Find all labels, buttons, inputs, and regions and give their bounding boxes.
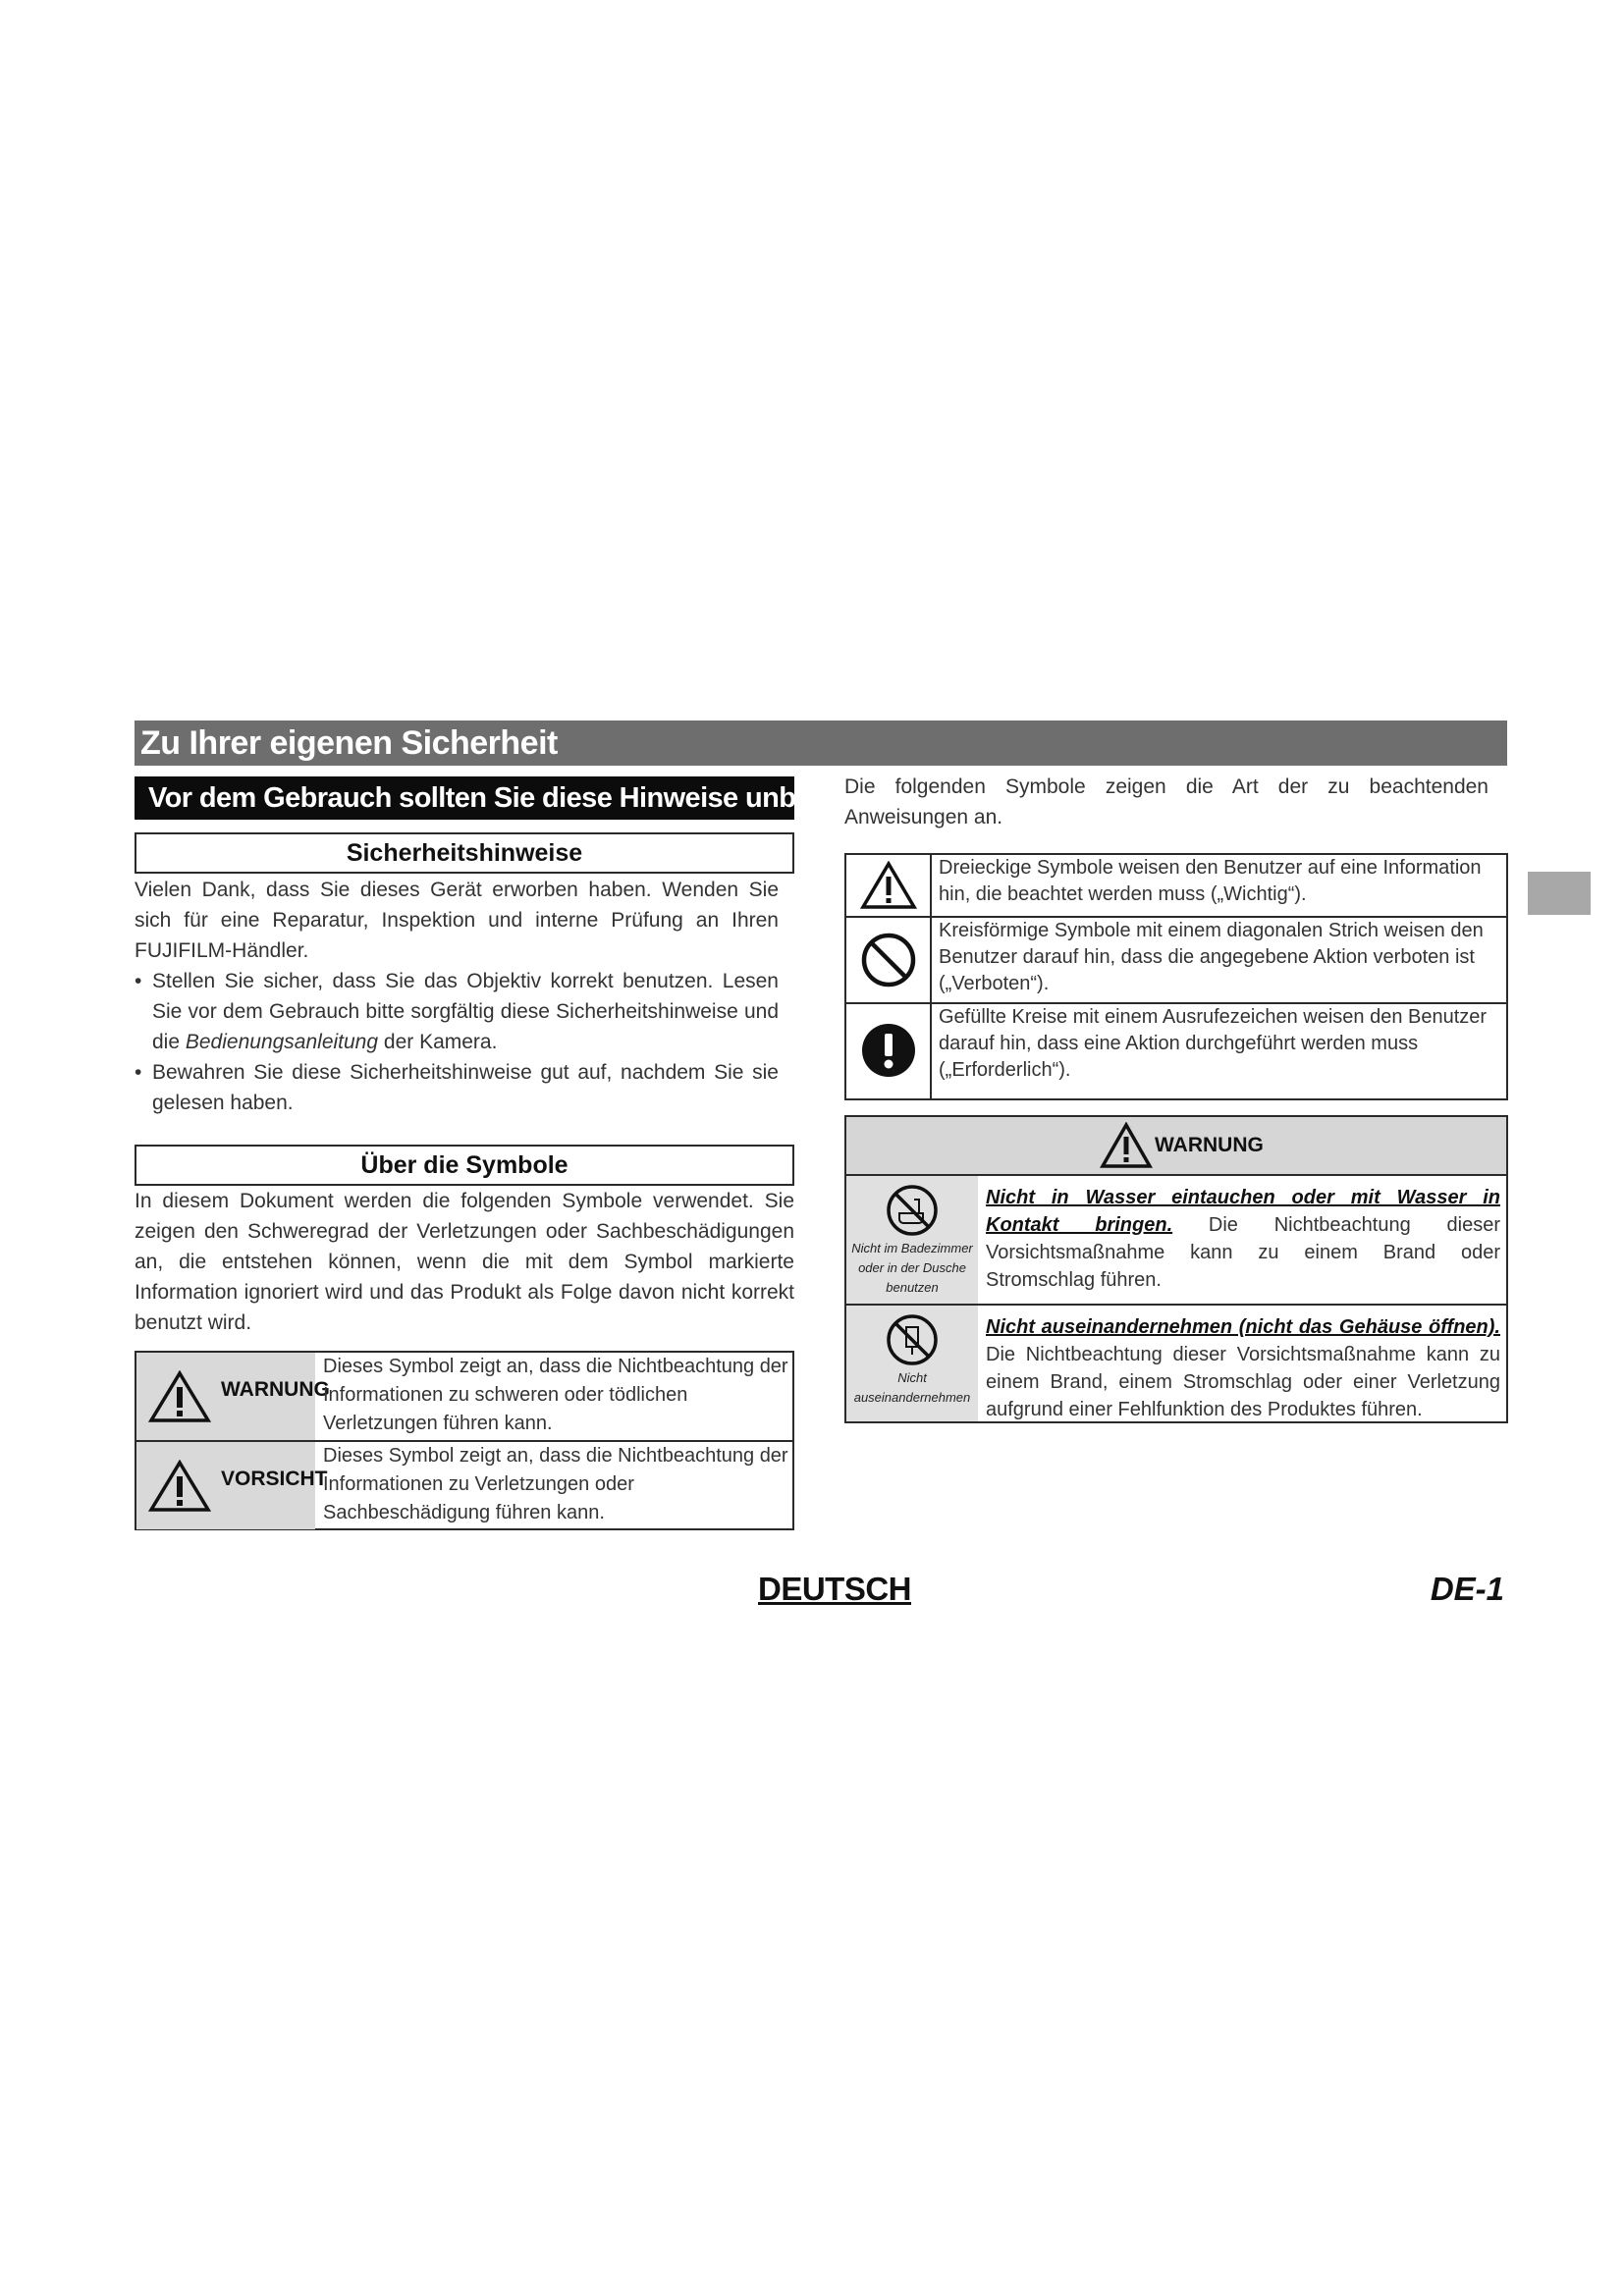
warning-text — [986, 1184, 1500, 1294]
table-row — [846, 855, 1506, 918]
warning-header — [846, 1117, 1506, 1176]
table-row — [846, 1306, 1506, 1421]
warning-caption: Nicht auseinandernehmen — [853, 1370, 971, 1405]
right-intro: Die folgenden Symbole zeigen die Art der zu beachtenden Anweisungen an. — [844, 775, 1489, 828]
triangle-warning-icon — [860, 861, 917, 910]
no-disassembly-icon — [886, 1313, 939, 1366]
no-water-icon — [886, 1184, 939, 1237]
page-number: DE-1 — [1430, 1571, 1504, 1607]
warning-caption: Nicht im Badezimmer oder in der Dusche benutzen — [851, 1241, 973, 1295]
warning-lead: Nicht in Wasser eintauchen oder mit Wasser in Kontakt bringen. — [986, 1187, 1500, 1236]
warning-key — [846, 1306, 978, 1421]
warning-body: Die Nichtbeachtung dieser Vorsichtsmaßnahme kann zu einem Brand, einem Stromschlag oder einer Verletzung aufgrund einer Fehlfunktion des Produktes führen. — [986, 1344, 1500, 1420]
legend-text: Dieses Symbol zeigt an, dass die Nichtbeachtung der Informationen zu Verletzungen oder Sachbeschädigung führen kann. — [323, 1445, 788, 1523]
legend-text: Dieses Symbol zeigt an, dass die Nichtbeachtung der Informationen zu schweren oder tödlichen Verletzungen führen kann. — [323, 1356, 788, 1434]
severity-legend-table — [135, 1351, 794, 1530]
table-row — [136, 1353, 792, 1442]
legend-label: WARNUNG — [221, 1378, 330, 1401]
bullet1-end: der Kamera. — [383, 1031, 498, 1053]
table-row — [136, 1442, 792, 1529]
symbol-description: Gefüllte Kreise mit einem Ausrufezeichen weisen den Benutzer darauf hin, dass eine Aktion durchgeführt werden muss („Erforderlich“). — [939, 1006, 1488, 1081]
symbols-intro: In diesem Dokument werden die folgenden Symbole verwendet. Sie zeigen den Schweregrad der Verletzungen oder Sachbeschädigungen an, die entstehen können, wenn die mit dem Symbol markierte Information ignoriert wird und das Produkt als Folge davon nicht korrekt benutzt wird. — [135, 1190, 794, 1334]
icon-cell — [846, 918, 932, 1002]
table-row — [846, 1176, 1506, 1306]
section-subtitle: Vor dem Gebrauch sollten Sie diese Hinweise unbedingt lesen — [135, 776, 794, 820]
bullet1-text: Stellen Sie sicher, dass Sie das Objektiv korrekt benutzen. Lesen Sie vor dem Gebrauch bitte sorgfältig diese Sicherheitshinweise und die — [152, 970, 779, 1053]
legend-key — [136, 1442, 328, 1529]
manual-title: Bedienungsanleitung — [185, 1031, 379, 1053]
warning-triangle-icon — [1100, 1122, 1153, 1169]
symbols-heading: Über die Symbole — [135, 1145, 794, 1186]
icon-cell — [846, 1004, 932, 1098]
warning-lead: Nicht auseinandernehmen (nicht das Gehäuse öffnen). — [986, 1316, 1500, 1338]
table-row — [846, 1004, 1506, 1098]
warning-triangle-icon — [148, 1370, 211, 1423]
section-tab-marker — [1528, 872, 1591, 915]
legend-label: VORSICHT — [221, 1468, 328, 1490]
page-title: Zu Ihrer eigenen Sicherheit — [135, 721, 1507, 766]
safety-bullets — [135, 966, 779, 1118]
legend-key — [136, 1353, 330, 1440]
warning-text — [986, 1313, 1500, 1423]
warning-label: WARNUNG — [1155, 1134, 1264, 1156]
prohibited-icon — [860, 932, 917, 988]
safety-section — [135, 875, 779, 1118]
symbol-type-table — [844, 853, 1508, 1100]
safety-heading: Sicherheitshinweise — [135, 832, 794, 874]
icon-cell — [846, 855, 932, 916]
safety-intro: Vielen Dank, dass Sie dieses Gerät erworben haben. Wenden Sie sich für eine Reparatur, Inspektion und interne Prüfung an Ihren FUJIFILM-Händler. — [135, 879, 779, 962]
symbol-description: Dreieckige Symbole weisen den Benutzer auf eine Information hin, die beachtet werden muss („Wichtig“). — [939, 857, 1482, 905]
mandatory-action-icon — [860, 1022, 917, 1079]
list-item: • Bewahren Sie diese Sicherheitshinweise gut auf, nachdem Sie sie gelesen haben. — [135, 1057, 779, 1118]
list-item — [135, 966, 779, 1057]
symbol-description: Kreisförmige Symbole mit einem diagonalen Strich weisen den Benutzer darauf hin, dass die angegebene Aktion verboten ist („Verboten“). — [939, 920, 1484, 994]
table-row — [846, 918, 1506, 1004]
warning-body: Die Nichtbeachtung dieser Vorsichtsmaßnahme kann zu einem Brand oder Stromschlag führen. — [986, 1214, 1500, 1291]
caution-triangle-icon — [148, 1460, 211, 1513]
footer-language: DEUTSCH — [758, 1571, 912, 1607]
warning-key — [846, 1176, 978, 1304]
warning-table — [844, 1115, 1508, 1423]
